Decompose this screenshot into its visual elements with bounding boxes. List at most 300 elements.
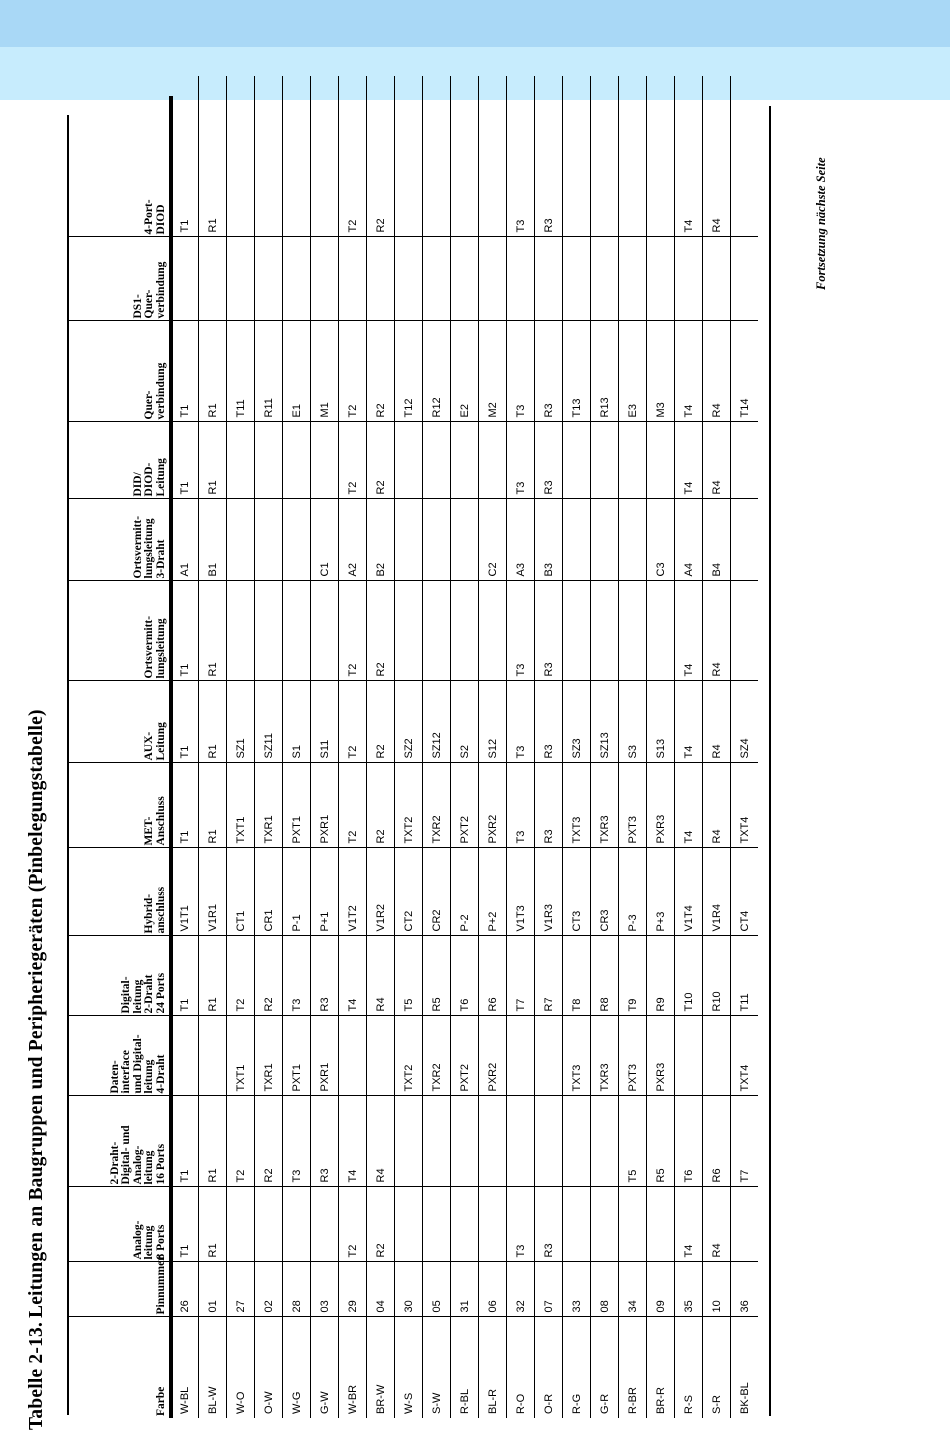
table-cell: T1 [171,321,199,422]
table-cell [171,1016,199,1096]
table-cell: T4 [675,422,703,499]
table-cell [479,422,507,499]
table-cell: A2 [339,499,367,581]
table-cell: T5 [395,936,423,1016]
table-cell [479,1187,507,1262]
table-cell [395,76,423,237]
table-cell [507,1016,535,1096]
table-cell [731,1187,759,1262]
table-cell: A4 [675,499,703,581]
table-cell: SZ3 [563,681,591,763]
table-row [647,76,675,1418]
table-cell [283,237,311,321]
table-cell [535,1016,563,1096]
table-cell: T3 [507,321,535,422]
table-cell: T7 [507,936,535,1016]
table-cell: R6 [703,1096,731,1187]
table-cell: E1 [283,321,311,422]
table-cell [451,581,479,681]
table-cell: R4 [703,321,731,422]
column-header: Ortsvermitt- lungsleitung 3-Draht [69,499,171,581]
table-cell [479,76,507,237]
table-cell [227,76,255,237]
table-cell: R3 [535,763,563,848]
table-cell: PXT3 [619,763,647,848]
table-cell: B4 [703,499,731,581]
table-cell: S11 [311,681,339,763]
table-cell [227,422,255,499]
table-cell [563,76,591,237]
table-cell [255,237,283,321]
table-cell: P-2 [451,848,479,936]
table-cell: R3 [535,76,563,237]
table-cell: T4 [675,763,703,848]
table-cell [311,422,339,499]
rotated-table-wrapper [69,96,769,1418]
table-cell [731,237,759,321]
table-cell: T2 [339,681,367,763]
table-title [26,709,48,1430]
table-cell [311,237,339,321]
table-cell: R7 [535,936,563,1016]
table-cell: O-R [535,1317,563,1418]
table-cell [395,237,423,321]
table-title-text: Leitungen an Baugruppen und Peripheriegeräten (Pinbelegungstabelle) [26,709,47,1318]
table-cell: T4 [675,581,703,681]
table-cell: R2 [367,581,395,681]
table-row [563,76,591,1418]
table-cell [227,237,255,321]
table-cell: P-3 [619,848,647,936]
table-cell: PXT3 [619,1016,647,1096]
table-cell: 26 [171,1262,199,1317]
column-header: 4-Port- DIOD [69,76,171,237]
table-cell [395,1096,423,1187]
table-cell [647,76,675,237]
table-cell [255,581,283,681]
table-cell: T8 [563,936,591,1016]
table-cell: T3 [507,681,535,763]
table-cell [535,237,563,321]
table-cell: T4 [339,1096,367,1187]
table-cell: BL-R [479,1317,507,1418]
table-cell: 30 [395,1262,423,1317]
table-cell: 08 [591,1262,619,1317]
table-cell [367,1016,395,1096]
column-header: MET- Anschluss [69,763,171,848]
table-cell: T1 [171,763,199,848]
table-cell: R2 [367,422,395,499]
table-cell: T12 [395,321,423,422]
table-row [423,76,451,1418]
column-header: AUX- Leitung [69,681,171,763]
table-cell: T1 [171,681,199,763]
table-cell: T3 [507,763,535,848]
column-header: Analog- leitung 8 Ports [69,1187,171,1262]
table-cell [591,237,619,321]
table-cell: T1 [171,1187,199,1262]
table-row [199,76,227,1418]
table-cell: BR-W [367,1317,395,1418]
table-cell: M1 [311,321,339,422]
table-cell [171,237,199,321]
table-cell: SZ1 [227,681,255,763]
table-cell: 10 [703,1262,731,1317]
table-cell: R2 [367,681,395,763]
table-cell [339,1016,367,1096]
table-cell: 07 [535,1262,563,1317]
table-cell [619,422,647,499]
table-row [339,76,367,1418]
table-header-row [69,76,171,1418]
table-cell: 28 [283,1262,311,1317]
table-cell [731,581,759,681]
table-cell: V1T3 [507,848,535,936]
table-cell [647,422,675,499]
table-cell: P+2 [479,848,507,936]
table-cell [591,422,619,499]
table-cell: R2 [367,321,395,422]
table-cell [283,499,311,581]
table-cell: R3 [535,581,563,681]
table-cell [563,1187,591,1262]
table-cell [451,237,479,321]
table-cell: R4 [367,1096,395,1187]
table-cell: S-W [423,1317,451,1418]
table-cell [563,422,591,499]
table-cell: BK-BL [731,1317,759,1418]
table-cell: TXT3 [563,763,591,848]
column-header: Pinnummer [69,1262,171,1317]
table-cell: S2 [451,681,479,763]
table-cell: T1 [171,581,199,681]
table-cell [395,499,423,581]
table-cell: PXR1 [311,763,339,848]
table-cell: R3 [535,321,563,422]
table-end-rule [769,106,771,1416]
table-cell [199,1016,227,1096]
table-cell: G-R [591,1317,619,1418]
table-cell [647,237,675,321]
table-cell: TXT2 [395,1016,423,1096]
table-row [507,76,535,1418]
table-cell [647,1187,675,1262]
table-cell [507,1096,535,1187]
table-cell: T3 [507,581,535,681]
table-cell: V1T2 [339,848,367,936]
table-cell: 06 [479,1262,507,1317]
table-cell [675,237,703,321]
table-cell: T2 [339,422,367,499]
table-cell: C1 [311,499,339,581]
table-cell: W-BR [339,1317,367,1418]
column-header: Ortsvermitt- lungsleitung [69,581,171,681]
table-cell: T3 [507,422,535,499]
table-cell: W-O [227,1317,255,1418]
table-cell: S13 [647,681,675,763]
table-cell: R1 [199,1096,227,1187]
table-cell: R2 [255,936,283,1016]
table-cell: T2 [227,936,255,1016]
table-cell: R1 [199,763,227,848]
table-cell [731,499,759,581]
table-cell [731,76,759,237]
table-cell: W-G [283,1317,311,1418]
column-header: DID/ DIOD- Leitung [69,422,171,499]
table-cell: T11 [227,321,255,422]
table-cell: R4 [703,76,731,237]
table-cell: BR-R [647,1317,675,1418]
table-cell: T2 [339,581,367,681]
table-cell [479,1096,507,1187]
table-cell: S12 [479,681,507,763]
table-row [255,76,283,1418]
table-cell: M3 [647,321,675,422]
table-cell: R3 [535,1187,563,1262]
table-cell [423,237,451,321]
table-cell: CR3 [591,848,619,936]
table-cell: R-BR [619,1317,647,1418]
table-cell: R10 [703,936,731,1016]
table-cell: A1 [171,499,199,581]
table-cell: 27 [227,1262,255,1317]
table-cell [395,1187,423,1262]
table-cell: R2 [367,76,395,237]
table-cell: TXR1 [255,1016,283,1096]
table-cell: C3 [647,499,675,581]
table-cell: PXT1 [283,1016,311,1096]
table-cell: TXT4 [731,1016,759,1096]
table-cell: 33 [563,1262,591,1317]
table-cell [227,499,255,581]
table-cell: S3 [619,681,647,763]
table-cell: R4 [703,1187,731,1262]
table-cell: T5 [619,1096,647,1187]
table-cell: R11 [255,321,283,422]
table-cell [423,581,451,681]
table-cell: SZ4 [731,681,759,763]
table-cell [563,237,591,321]
table-cell: R4 [703,681,731,763]
table-title-number: Tabelle 2-13. [26,1321,47,1430]
continuation-note: Fortsetzung nächste Seite [814,157,828,290]
table-cell: 34 [619,1262,647,1317]
table-cell: B3 [535,499,563,581]
table-cell: W-S [395,1317,423,1418]
table-cell [339,237,367,321]
table-cell [451,499,479,581]
table-cell [647,581,675,681]
table-cell: W-BL [178,1386,191,1414]
table-cell [619,581,647,681]
table-cell [619,499,647,581]
table-cell [283,581,311,681]
table-cell: S1 [283,681,311,763]
table-cell [423,422,451,499]
table-cell: T4 [675,1187,703,1262]
table-cell: TXR1 [255,763,283,848]
table-cell [395,422,423,499]
table-cell: V1R2 [367,848,395,936]
table-cell: T14 [731,321,759,422]
table-cell [535,1096,563,1187]
table-cell: T3 [283,1096,311,1187]
table-cell: 03 [311,1262,339,1317]
table-cell: T10 [675,936,703,1016]
table-cell [619,1187,647,1262]
table-cell: T1 [171,936,199,1016]
table-cell: TXT2 [395,763,423,848]
table-cell [591,1187,619,1262]
table-cell: SZ11 [255,681,283,763]
table-row [591,76,619,1418]
table-cell: TXT3 [563,1016,591,1096]
table-cell: T4 [339,936,367,1016]
table-cell [227,581,255,681]
table-cell [451,422,479,499]
table-cell: E2 [451,321,479,422]
table-cell: P+3 [647,848,675,936]
table-cell: T7 [731,1096,759,1187]
table-cell: R5 [647,1096,675,1187]
table-cell: T4 [675,76,703,237]
table-row [479,76,507,1418]
table-cell [423,1096,451,1187]
table-cell [563,499,591,581]
table-cell: B1 [199,499,227,581]
table-cell: 09 [647,1262,675,1317]
table-cell: O-W [255,1317,283,1418]
table-cell: PXR3 [647,1016,675,1096]
table-cell: R1 [199,581,227,681]
table-cell: R-BL [451,1317,479,1418]
table-cell: R1 [199,1187,227,1262]
table-cell: TXT1 [227,763,255,848]
table-cell: SZ13 [591,681,619,763]
table-row [451,76,479,1418]
table-row [703,76,731,1418]
table-cell: T9 [619,936,647,1016]
table-cell: CT1 [227,848,255,936]
table-cell: 31 [451,1262,479,1317]
table-cell: PXR2 [479,1016,507,1096]
table-cell: CT2 [395,848,423,936]
table-cell: R12 [423,321,451,422]
table-cell [507,237,535,321]
table-cell [311,1187,339,1262]
table-cell [591,499,619,581]
table-cell: R1 [199,321,227,422]
table-cell: 04 [367,1262,395,1317]
table-cell [423,1187,451,1262]
table-cell: R1 [199,422,227,499]
table-cell: P+1 [311,848,339,936]
table-cell: T4 [675,321,703,422]
table-cell: R5 [423,936,451,1016]
table-cell: R-G [563,1317,591,1418]
column-header: Daten- interface und Digital- leitung 4-Draht [69,1016,171,1096]
table-cell: 36 [731,1262,759,1317]
table-cell [591,1096,619,1187]
table-cell [311,581,339,681]
table-row [535,76,563,1418]
table-cell: T1 [171,1096,199,1187]
table-cell: PXT2 [451,763,479,848]
table-cell: R1 [199,76,227,237]
column-header: Digital- leitung 2-Draht 24 Ports [69,936,171,1016]
table-cell: V1T4 [675,848,703,936]
column-header: Quer- verbindung [69,321,171,422]
table-cell: PXR3 [647,763,675,848]
table-row [675,76,703,1418]
table-cell [619,237,647,321]
table-cell: T3 [507,1187,535,1262]
table-cell: R1 [199,936,227,1016]
table-cell [423,499,451,581]
table-cell: 02 [255,1262,283,1317]
table-cell: BL-W [199,1317,227,1418]
table-cell: T2 [339,321,367,422]
table-cell [563,1096,591,1187]
table-cell: T3 [283,936,311,1016]
table-cell: 29 [339,1262,367,1317]
table-cell: T6 [675,1096,703,1187]
table-cell [395,581,423,681]
table-cell: V1R1 [199,848,227,936]
table-cell: CT4 [731,848,759,936]
table-cell: P-1 [283,848,311,936]
table-row [227,76,255,1418]
table-cell [227,1187,255,1262]
table-cell: R6 [479,936,507,1016]
table-cell: T2 [339,763,367,848]
table-cell [367,237,395,321]
table-cell: R4 [367,936,395,1016]
table-cell [479,237,507,321]
table-cell: V1R4 [703,848,731,936]
table-row [367,76,395,1418]
table-cell: TXR2 [423,763,451,848]
table-cell: T6 [451,936,479,1016]
table-cell: TXR3 [591,1016,619,1096]
table-cell: G-W [311,1317,339,1418]
table-cell [703,1016,731,1096]
table-cell: TXR2 [423,1016,451,1096]
table-cell [451,1187,479,1262]
table-cell: R-O [507,1317,535,1418]
table-cell: A3 [507,499,535,581]
column-header: 2-Draht- Digital- und Analog- leitung 16 Ports [69,1096,171,1187]
table-cell: T2 [339,76,367,237]
table-cell: V1T1 [171,848,199,936]
table-cell: PXT2 [451,1016,479,1096]
table-cell: T2 [339,1187,367,1262]
table-cell [675,1016,703,1096]
table-cell: 05 [423,1262,451,1317]
table-row [395,76,423,1418]
table-cell: T1 [171,422,199,499]
column-header: Farbe [154,1386,167,1416]
table-cell [283,422,311,499]
table-cell: TXT4 [731,763,759,848]
table-row [619,76,647,1418]
table-cell: PXR2 [479,763,507,848]
table-cell: R4 [703,581,731,681]
table-cell: 35 [675,1262,703,1317]
table-cell: R3 [535,681,563,763]
table-cell: T11 [731,936,759,1016]
table-cell: SZ2 [395,681,423,763]
